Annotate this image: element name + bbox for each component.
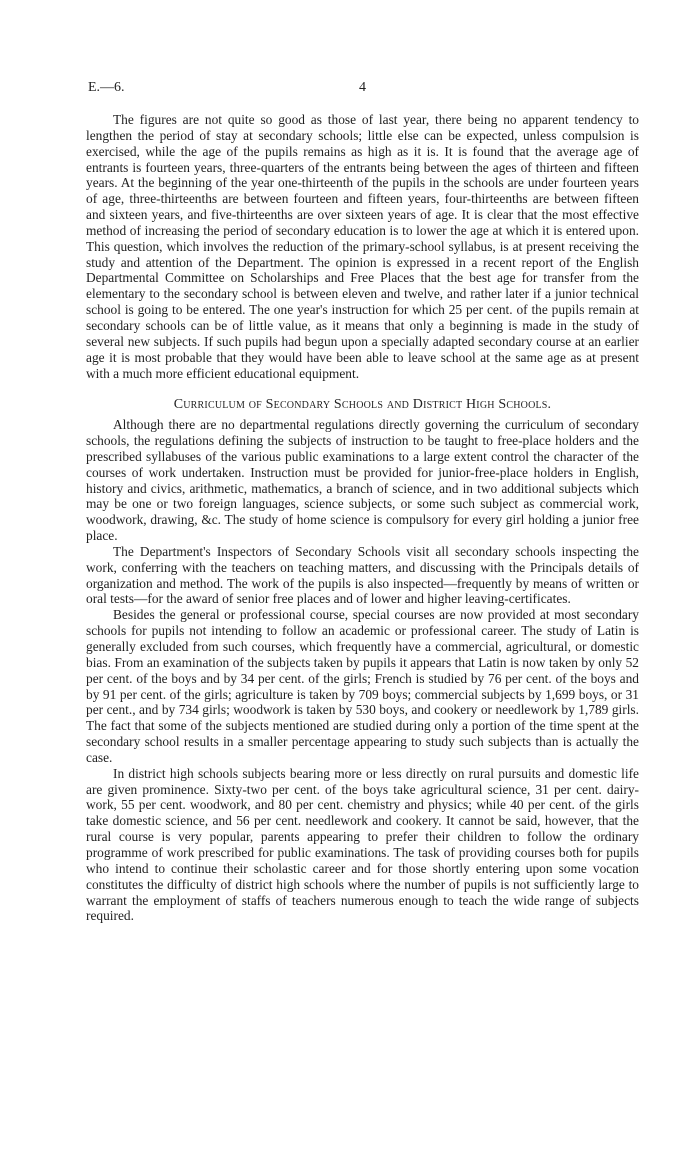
paragraph: The Department's Inspectors of Secondary Schools visit all secondary schools inspecting the work, conferring with the teachers on teaching matters, and discussing with the Principals details of organization and method. The work of the pupils is also inspected—frequently by means of written or oral tests—for the award of senior free places and of lower and higher leaving-certificates. xyxy=(86,543,639,607)
document-reference: E.—6. xyxy=(88,80,125,95)
paragraph: Although there are no departmental regulations directly governing the curriculum of secondary schools, the regulations defining the subjects of instruction to be taught to free-place holders and the prescribed syllabuses of the various public examinations to a large extent control the character of the courses of work undertaken. Instruction must be provided for junior-free-place holders in English, history and civics, arithmetic, mathematics, a branch of science, and in two additional subjects which may be one or two foreign languages, science subjects, or some such subject as commercial work, woodwork, drawing, &c. The study of home science is compulsory for every girl holding a junior free place. xyxy=(86,417,639,544)
page-header xyxy=(88,80,638,100)
paragraph: In district high schools subjects bearing more or less directly on rural pursuits and domestic life are given prominence. Sixty-two per cent. of the boys take agricultural science, 31 per cent. dairy-work, 55 per cent. woodwork, and 80 per cent. chemistry and physics; while 40 per cent. of the girls take domestic science, and 56 per cent. needlework and cookery. It cannot be said, however, that the rural course is very popular, parents appearing to prefer their children to follow the ordinary programme of work prescribed for public examinations. The task of providing courses both for pupils who intend to continue their scholastic career and for those shortly entering upon some vocation constitutes the difficulty of district high schools where the number of pupils is not sufficiently large to warrant the employment of staffs of teachers numerous enough to teach the wide range of subjects required. xyxy=(86,765,639,924)
paragraph-intro: The figures are not quite so good as those of last year, there being no apparent tendency to lengthen the period of stay at secondary schools; little else can be expected, unless compulsion is exercised, while the age of the pupils remains as high as it is. It is found that the average age of entrants is fourteen years, three-quarters of the entrants being between the ages of thirteen and fifteen years. At the beginning of the year one-thirteenth of the pupils in the schools are under fourteen years of age, three-thirteenths are between fourteen and fifteen years, four-thirteenths are between fifteen and sixteen years, and five-thirteenths are over sixteen years of age. It is clear that the most effective method of increasing the period of secondary education is to lower the age at which it is entered upon. This question, which involves the reduction of the primary-school syllabus, is at present receiving the study and attention of the Department. The opinion is expressed in a recent report of the English Departmental Committee on Scholarships and Free Places that the best age for transfer from the elementary to the secondary school is between eleven and twelve, and rather later if a junior technical school is going to be entered. The one year's instruction for which 25 per cent. of the pupils remain at secondary schools can be of little value, as it means that only a beginning is made in the study of several new subjects. If such pupils had begun upon a specially adapted secondary course at an earlier age it is most probable that they would have been able to leave school at the same age as at present with a much more efficient educational equipment. xyxy=(86,112,639,381)
section-heading: Curriculum of Secondary Schools and District High Schools. xyxy=(173,397,552,413)
paragraph: Besides the general or professional course, special courses are now provided at most secondary schools for pupils not intending to follow an academic or professional career. The study of Latin is generally excluded from such courses, which frequently have a commercial, agricultural, or domestic bias. From an examination of the subjects taken by pupils it appears that Latin is now taken by only 52 per cent. of the boys and by 34 per cent. of the girls; French is studied by 76 per cent. of the boys and by 91 per cent. of the girls; agriculture is taken by 709 boys; commercial subjects by 1,699 boys, or 31 per cent., and by 734 girls; woodwork is taken by 530 boys, and cookery or needlework by 1,789 girls. The fact that some of the subjects mentioned are studied during only a portion of the time spent at the secondary school results in a smaller percentage appearing to study such subjects than is actually the case. xyxy=(86,607,639,765)
document-body xyxy=(86,112,639,924)
page-number: 4 xyxy=(359,80,366,95)
